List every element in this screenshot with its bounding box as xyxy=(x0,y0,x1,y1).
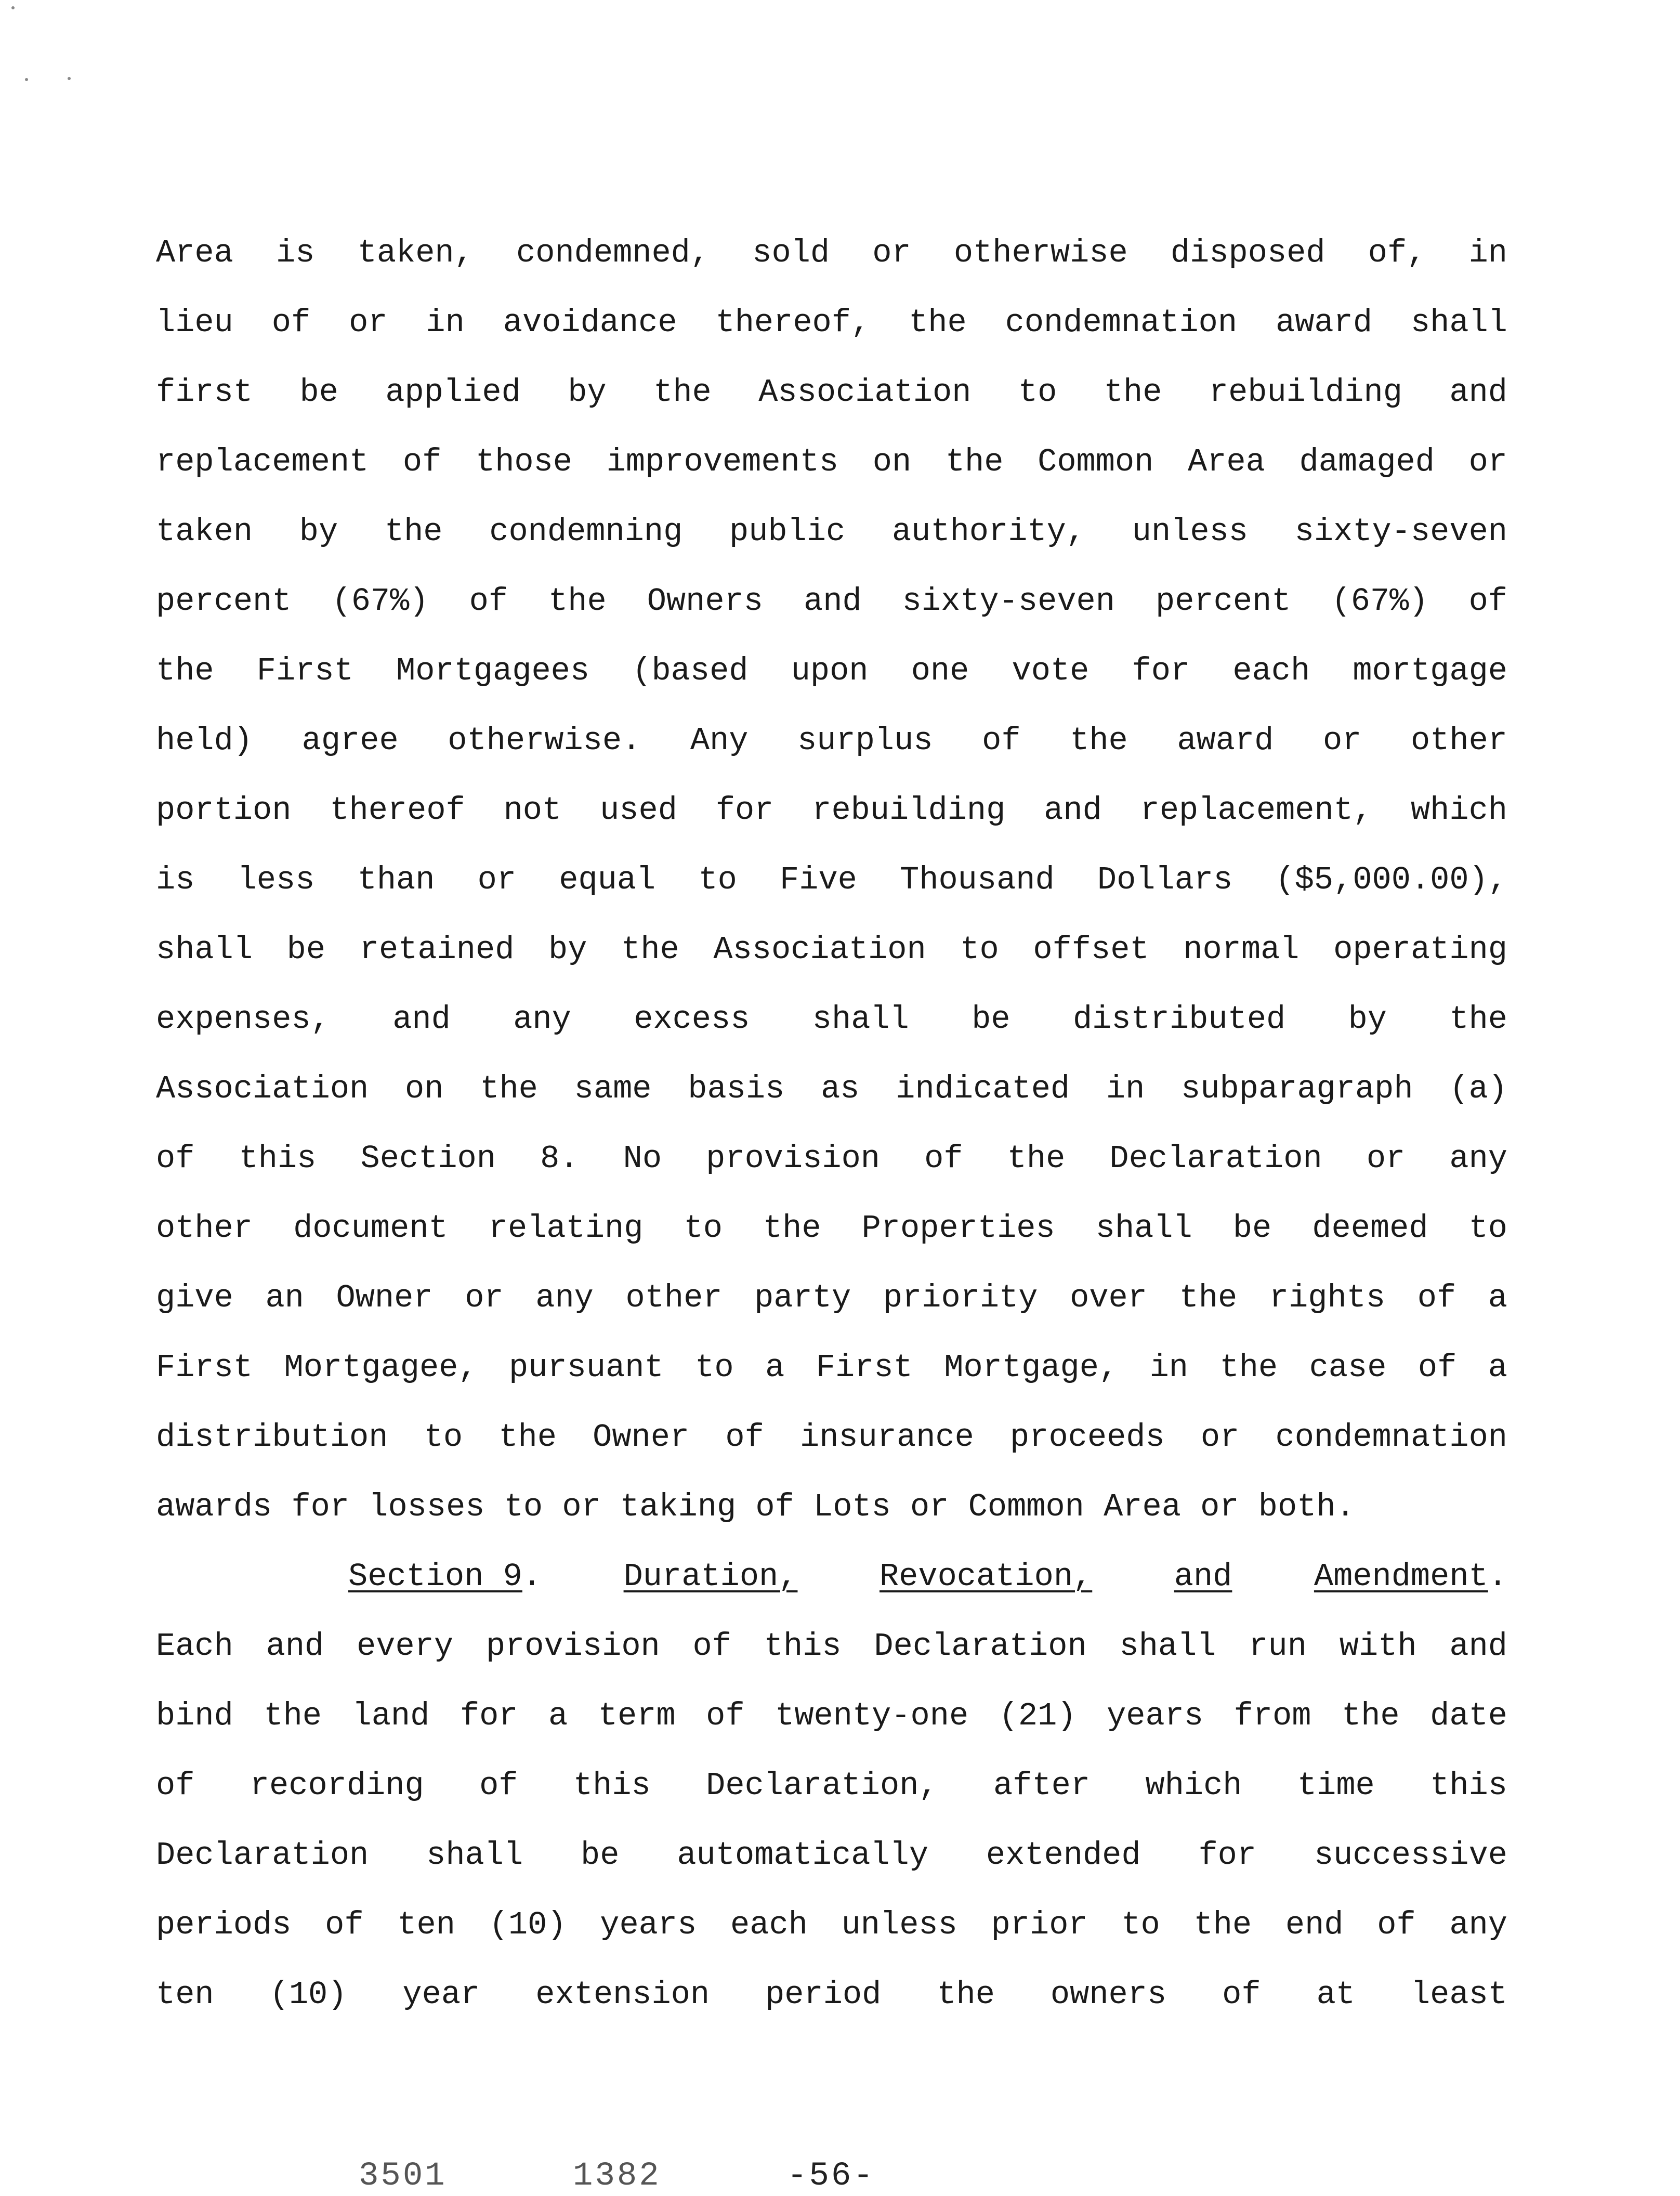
text-line: Association on the same basis as indicated in subparagraph (a) xyxy=(156,1070,1507,1107)
text-line: expenses, and any excess shall be distributed by the xyxy=(156,1001,1507,1038)
scan-speck xyxy=(25,78,28,81)
section-title-word: Revocation, xyxy=(879,1558,1093,1595)
document-body xyxy=(156,218,1507,2030)
text-line: distribution to the Owner of insurance proceeds or condemnation xyxy=(156,1419,1507,1456)
section-label-wrap xyxy=(348,1542,542,1612)
text-line: other document relating to the Properties shall be deemed to xyxy=(156,1210,1507,1247)
text-line: awards for losses to or taking of Lots or Common Area or both. xyxy=(156,1488,1355,1525)
section-label-period: . xyxy=(522,1558,542,1595)
text-line: of recording of this Declaration, after which time this xyxy=(156,1767,1507,1804)
text-line: percent (67%) of the Owners and sixty-seven percent (67%) of xyxy=(156,583,1507,620)
page-number: -56- xyxy=(787,2158,875,2195)
section-heading xyxy=(156,1542,1507,1612)
text-line: give an Owner or any other party priority over the rights of a xyxy=(156,1279,1507,1316)
text-line: periods of ten (10) years each unless prior to the end of any xyxy=(156,1906,1507,1943)
text-line: is less than or equal to Five Thousand Dollars ($5,000.00), xyxy=(156,861,1507,898)
section-title-word: Duration, xyxy=(623,1558,798,1595)
scan-speck xyxy=(68,77,71,80)
book-number: 3501 xyxy=(359,2158,447,2195)
section-title-period: . xyxy=(1488,1558,1507,1595)
section-title-word: Amendment xyxy=(1314,1558,1488,1595)
text-line: bind the land for a term of twenty-one (21) years from the date xyxy=(156,1697,1507,1734)
text-line: Area is taken, condemned, sold or otherwise disposed of, in xyxy=(156,234,1507,271)
text-line: taken by the condemning public authority, unless sixty-seven xyxy=(156,513,1507,550)
text-line: first be applied by the Association to the rebuilding and xyxy=(156,374,1507,411)
section-label: Section 9 xyxy=(348,1558,522,1595)
text-line: First Mortgagee, pursuant to a First Mortgage, in the case of a xyxy=(156,1349,1507,1386)
text-line: held) agree otherwise. Any surplus of the award or other xyxy=(156,722,1507,759)
text-line: Declaration shall be automatically extended for successive xyxy=(156,1837,1507,1874)
scan-speck xyxy=(11,6,15,9)
text-line: lieu of or in avoidance thereof, the condemnation award shall xyxy=(156,304,1507,341)
text-line: Each and every provision of this Declaration shall run with and xyxy=(156,1628,1507,1665)
section-title-last-wrap xyxy=(1314,1542,1507,1612)
text-line: ten (10) year extension period the owners of at least xyxy=(156,1976,1507,2013)
page-footer xyxy=(359,2158,875,2195)
text-line: replacement of those improvements on the Common Area damaged or xyxy=(156,443,1507,480)
text-line: the First Mortgagees (based upon one vote for each mortgage xyxy=(156,652,1507,689)
text-line: shall be retained by the Association to offset normal operating xyxy=(156,931,1507,968)
page-reference: 1382 xyxy=(573,2158,661,2195)
text-line: of this Section 8. No provision of the Declaration or any xyxy=(156,1140,1507,1177)
section-title-word: and xyxy=(1174,1558,1232,1595)
text-line: portion thereof not used for rebuilding and replacement, which xyxy=(156,792,1507,829)
